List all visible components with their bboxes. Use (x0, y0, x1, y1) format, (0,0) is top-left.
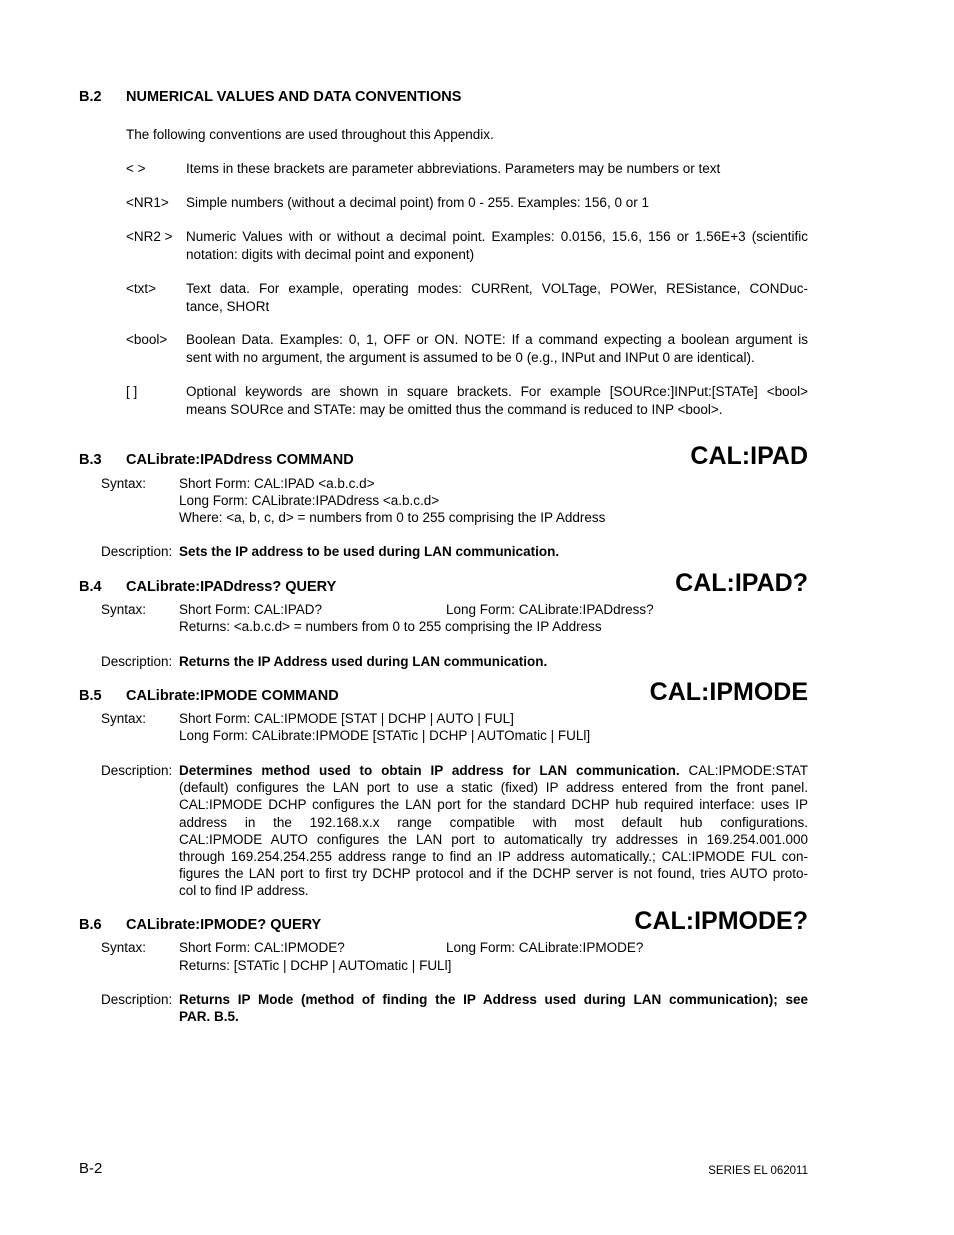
section-b2-number: B.2 (79, 89, 102, 105)
section-b4-number: B.4 (79, 579, 102, 595)
section-b2-title: NUMERICAL VALUES AND DATA CONVENTIONS (126, 89, 462, 105)
def-line: tance, SHORt (186, 298, 270, 314)
syntax-label: Syntax: (101, 476, 147, 491)
def-bool (186, 331, 808, 366)
term-nr1: <NR1> (126, 195, 169, 210)
def-brackets (186, 160, 808, 178)
def-txt (186, 280, 808, 315)
long-form: Long Form: CALibrate:IPADdress <a.b.c.d> (179, 493, 440, 508)
description-paragraph (179, 991, 808, 1025)
def-line: Text data. For example, operating modes: CURRent, VOLTage, POWer, RESistance, CONDuc- (186, 281, 808, 296)
where-text: Where: <a, b, c, d> = numbers from 0 to 255 comprising the IP Address (179, 510, 606, 525)
short-form: Short Form: CAL:IPMODE [STAT | DCHP | AUTO | FUL] (179, 711, 514, 726)
desc-line (179, 762, 808, 779)
short-form: Short Form: CAL:IPAD? (179, 602, 323, 617)
desc-line: PAR. B.5. (179, 1009, 239, 1025)
short-form: Short Form: CAL:IPAD <a.b.c.d> (179, 476, 375, 491)
section-b5-number: B.5 (79, 688, 102, 704)
command-heading-cal-ipad: CAL:IPAD (690, 442, 808, 470)
desc-line: address in the 192.168.x.x range compatible with most default hub configurations. (179, 814, 808, 830)
long-form: Long Form: CALibrate:IPADdress? (446, 602, 654, 617)
desc-line-tail: CAL:IPMODE:STAT (679, 763, 808, 778)
long-form: Long Form: CALibrate:IPMODE [STATic | DCHP | AUTOmatic | FULl] (179, 728, 591, 743)
def-optional (186, 383, 808, 418)
long-form: Long Form: CALibrate:IPMODE? (446, 940, 644, 955)
section-b5-title: CALibrate:IPMODE COMMAND (126, 688, 339, 704)
term-txt: <txt> (126, 281, 157, 296)
description-label: Description: (101, 763, 173, 778)
def-line: Numeric Values with or without a decimal point. Examples: 0.0156, 15.6, 156 or 1.56E+3 (scientific (186, 229, 808, 244)
def-line: Simple numbers (without a decimal point) from 0 - 255. Examples: 156, 0 or 1 (186, 195, 649, 210)
def-line: Boolean Data. Examples: 0, 1, OFF or ON. NOTE: If a command expecting a boolean argument is (186, 332, 808, 347)
section-b6-title: CALibrate:IPMODE? QUERY (126, 917, 322, 933)
description-paragraph (179, 762, 808, 900)
desc-line: figures the LAN port to first try DCHP protocol and if the DCHP server is not found, tries AUTO proto- (179, 866, 808, 882)
command-heading-cal-ipmode-query: CAL:IPMODE? (634, 907, 808, 935)
desc-line: Returns IP Mode (method of finding the IP Address used during LAN communication); see (179, 992, 808, 1007)
term-brackets: < > (126, 161, 146, 176)
description-label: Description: (101, 544, 173, 559)
desc-line: col to find IP address. (179, 883, 309, 899)
def-line: Optional keywords are shown in square brackets. For example [SOURce:]INPut:[STATe] <bool> (186, 384, 808, 399)
def-nr2 (186, 228, 808, 263)
def-line: Items in these brackets are parameter abbreviations. Parameters may be numbers or text (186, 161, 721, 176)
def-line: notation: digits with decimal point and exponent) (186, 246, 475, 262)
syntax-label: Syntax: (101, 711, 147, 726)
description-label: Description: (101, 654, 173, 669)
description-label: Description: (101, 992, 173, 1007)
section-b3-number: B.3 (79, 452, 102, 468)
def-line: means SOURce and STATe: may be omitted thus the command is reduced to INP <bool>. (186, 401, 723, 417)
term-optional: [ ] (126, 384, 138, 399)
page-number: B-2 (79, 1160, 103, 1177)
desc-bold: Determines method used to obtain IP address for LAN communication. (179, 763, 680, 778)
desc-line: CAL:IPMODE DCHP configures the LAN port for the standard DCHP hub required interface: uses IP (179, 797, 808, 813)
returns-text: Returns: <a.b.c.d> = numbers from 0 to 255 comprising the IP Address (179, 619, 602, 634)
syntax-label: Syntax: (101, 940, 147, 955)
command-heading-cal-ipmode: CAL:IPMODE (649, 678, 808, 706)
description-text: Sets the IP address to be used during LAN communication. (179, 544, 560, 559)
section-b3-title: CALibrate:IPADdress COMMAND (126, 452, 354, 468)
section-b4-title: CALibrate:IPADdress? QUERY (126, 579, 337, 595)
desc-line: through 169.254.254.255 address range to find an IP address automatically.; CAL:IPMODE FUL con- (179, 849, 808, 865)
term-bool: <bool> (126, 332, 168, 347)
section-b6-number: B.6 (79, 917, 102, 933)
term-nr2: <NR2 > (126, 229, 173, 244)
desc-line: (default) configures the LAN port to use a static (fixed) IP address entered from the front panel. (179, 780, 808, 796)
command-heading-cal-ipad-query: CAL:IPAD? (675, 569, 808, 597)
description-text: Returns the IP Address used during LAN communication. (179, 654, 548, 669)
syntax-label: Syntax: (101, 602, 147, 617)
intro-text: The following conventions are used throughout this Appendix. (126, 127, 494, 142)
def-line: sent with no argument, the argument is assumed to be 0 (e.g., INPut and INPut 0 are identical). (186, 349, 755, 365)
returns-text: Returns: [STATic | DCHP | AUTOmatic | FULl] (179, 958, 452, 973)
desc-line: CAL:IPMODE AUTO configures the LAN port to automatically try addresses in 169.254.001.000 (179, 831, 808, 847)
def-nr1 (186, 194, 808, 212)
short-form: Short Form: CAL:IPMODE? (179, 940, 345, 955)
series-label: SERIES EL 062011 (708, 1165, 808, 1177)
